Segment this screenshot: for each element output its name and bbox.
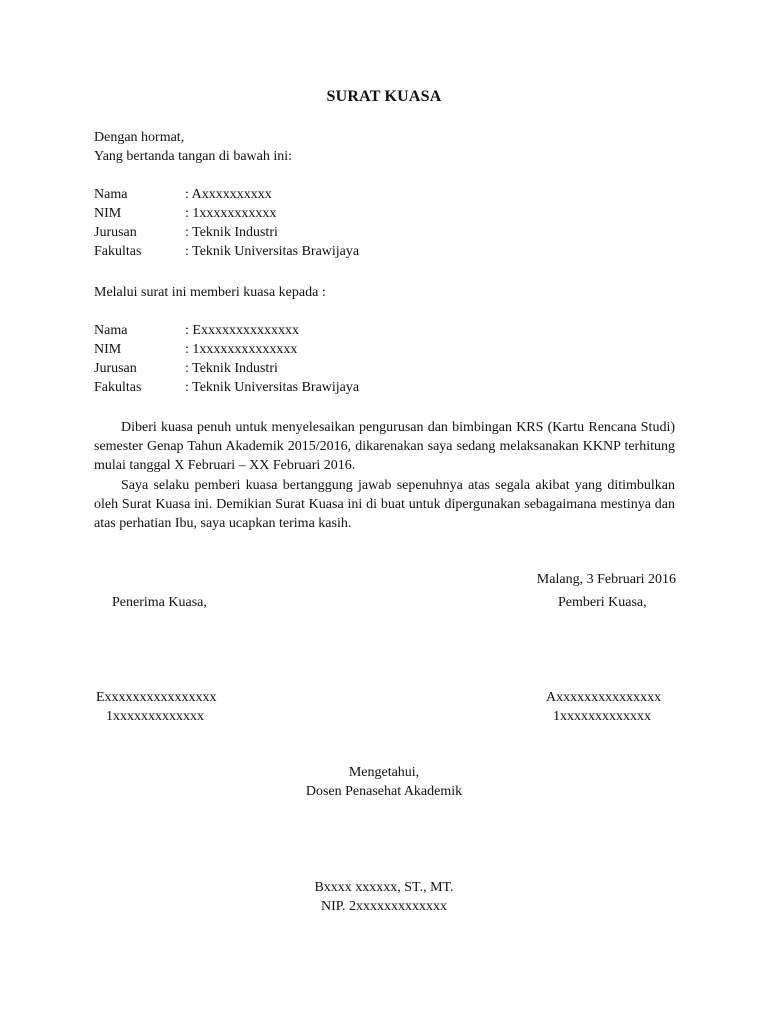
- giver-role: Pemberi Kuasa,: [558, 595, 647, 610]
- receiver-role: Penerima Kuasa,: [112, 595, 207, 610]
- grantor-department-row: [94, 223, 654, 242]
- greeting: Dengan hormat,: [94, 130, 185, 145]
- letter-title: SURAT KUASA: [326, 88, 442, 105]
- giver-id: 1xxxxxxxxxxxxx: [553, 709, 651, 724]
- recipient-faculty-row: [94, 378, 654, 397]
- giver-name: Axxxxxxxxxxxxxxx: [546, 690, 662, 705]
- paragraph-responsibility: Saya selaku pemberi kuasa bertanggung jawab sepenuhnya atas segala akibat yang ditimbulkan oleh Surat Kuasa ini. Demikian Surat Kuasa ini di buat untuk dipergunakan sebagaimana mestinya dan atas perhatian Ibu, saya ucapkan terima kasih.: [94, 478, 675, 531]
- grantor-nim-row: [94, 204, 654, 223]
- intro-text: Yang bertanda tangan di bawah ini:: [94, 149, 293, 164]
- field-value: : 1xxxxxxxxxxx: [185, 206, 277, 221]
- receiver-name: Exxxxxxxxxxxxxxxx: [96, 690, 217, 705]
- field-value: : Teknik Industri: [185, 361, 278, 376]
- recipient-details: [94, 321, 654, 397]
- advisor-role: Dosen Penasehat Akademik: [305, 784, 463, 799]
- grantor-name-row: [94, 185, 654, 204]
- field-label: NIM: [94, 206, 122, 221]
- receiver-id: 1xxxxxxxxxxxxx: [106, 709, 204, 724]
- field-value: : Teknik Universitas Brawijaya: [185, 380, 360, 395]
- field-label: Jurusan: [94, 361, 137, 376]
- recipient-department-row: [94, 359, 654, 378]
- advisor-name: Bxxxx xxxxxx, ST., MT.: [314, 880, 454, 895]
- recipient-name-row: [94, 321, 654, 340]
- paragraph-authority: Diberi kuasa penuh untuk menyelesaikan pengurusan dan bimbingan KRS (Kartu Rencana Studi) semester Genap Tahun Akademik 2015/2016, dikarenakan saya sedang melaksanakan KKNP terhitung mulai tanggal X Februari – XX Februari 2016.: [94, 420, 675, 473]
- field-label: Jurusan: [94, 225, 137, 240]
- grantor-faculty-row: [94, 242, 654, 261]
- advisor-nip: NIP. 2xxxxxxxxxxxxx: [320, 899, 447, 914]
- field-label: Nama: [94, 323, 128, 338]
- field-label: Fakultas: [94, 380, 142, 395]
- grantor-details: [94, 185, 654, 261]
- place-date: Malang, 3 Februari 2016: [536, 572, 676, 587]
- acknowledged-label: Mengetahui,: [348, 765, 420, 780]
- field-value: : Exxxxxxxxxxxxxx: [185, 323, 299, 338]
- field-label: Nama: [94, 187, 128, 202]
- field-value: : Teknik Universitas Brawijaya: [185, 244, 360, 259]
- transition-text: Melalui surat ini memberi kuasa kepada :: [94, 285, 326, 300]
- field-label: NIM: [94, 342, 122, 357]
- field-value: : Teknik Industri: [185, 225, 278, 240]
- field-label: Fakultas: [94, 244, 142, 259]
- recipient-nim-row: [94, 340, 654, 359]
- field-value: : Axxxxxxxxxx: [185, 187, 272, 202]
- field-value: : 1xxxxxxxxxxxxxx: [185, 342, 298, 357]
